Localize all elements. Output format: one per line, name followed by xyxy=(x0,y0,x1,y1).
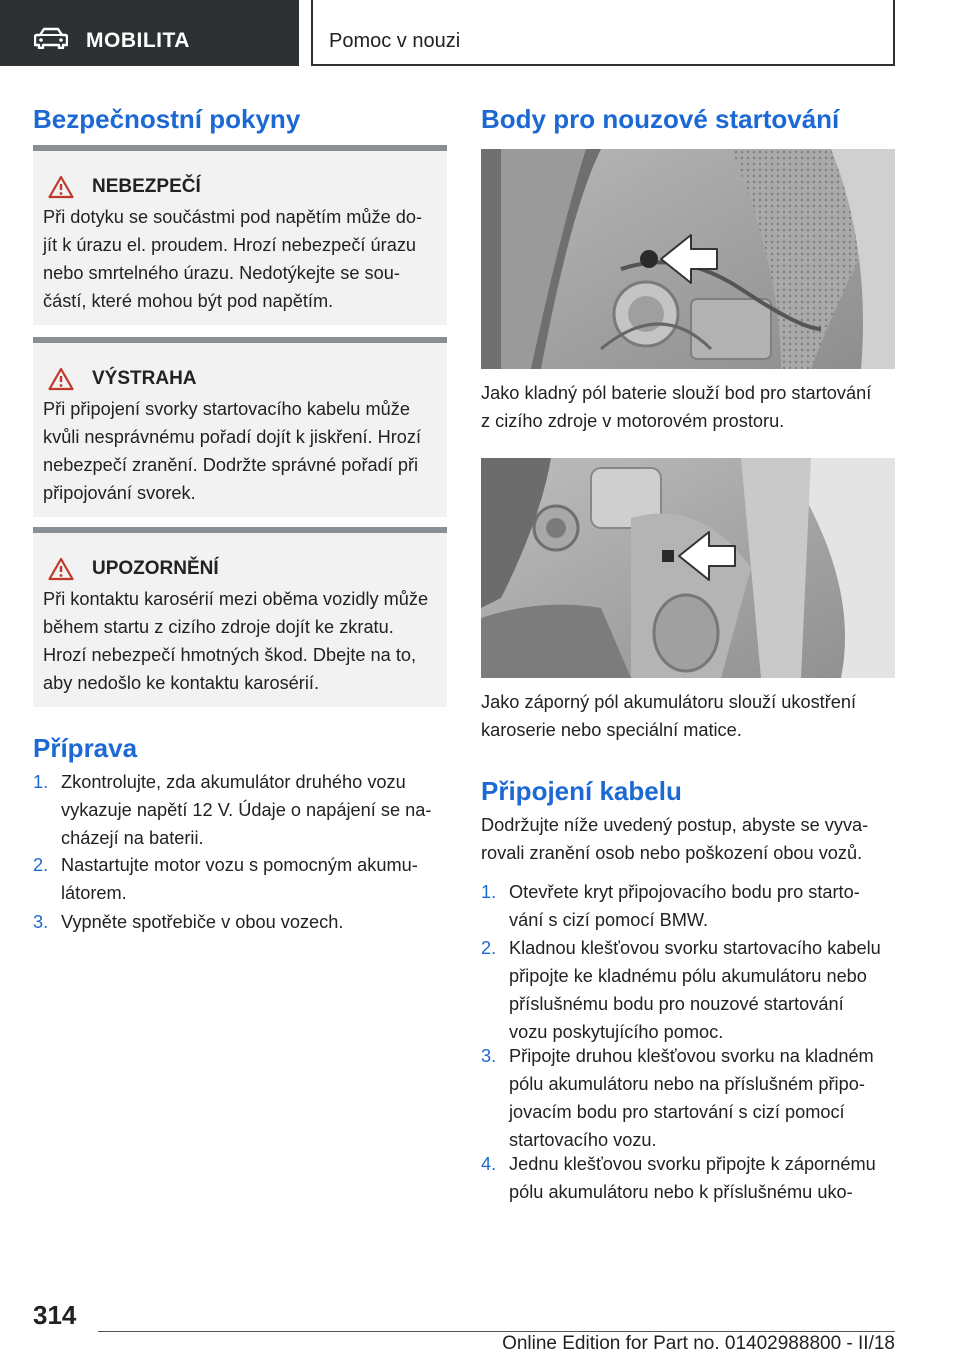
page-number: 314 xyxy=(33,1300,77,1330)
step-number: 3. xyxy=(481,1046,497,1066)
cable-title: Připojení kabelu xyxy=(481,776,682,806)
edition-note: Online Edition for Part no. 01402988800 - II/18 xyxy=(502,1333,895,1354)
warning-icon xyxy=(48,175,74,199)
section-name: MOBILITA xyxy=(86,29,190,52)
step-text: Kladnou klešťovou svorku startovacího kabelu připojte ke kladnému pólu akumulátoru nebo příslušnému bodu pro nouzové startování vozu poskytujícího pomoc. xyxy=(509,938,881,1042)
step-text: Nastartujte motor vozu s pomocným akumu‐ látorem. xyxy=(61,855,418,903)
caution-label: UPOZORNĚNÍ xyxy=(92,558,219,579)
caution-box xyxy=(33,527,447,707)
prep-title: Příprava xyxy=(33,733,138,763)
step-text: Jednu klešťovou svorku připojte k zápornému pólu akumulátoru nebo k příslušnému uko‐ xyxy=(509,1154,876,1202)
step-text: Vypněte spotřebiče v obou vozech. xyxy=(61,912,344,932)
step-text: Otevřete kryt připojovacího bodu pro starto‐ vání s cizí pomocí BMW. xyxy=(509,882,860,930)
danger-label: NEBEZPEČÍ xyxy=(92,176,201,197)
step-number: 2. xyxy=(481,938,497,958)
step-text: Zkontrolujte, zda akumulátor druhého vozu vykazuje napětí 12 V. Údaje o napájení se na‐ cházejí na baterii. xyxy=(61,772,432,848)
car-icon xyxy=(34,27,68,49)
step-number: 1. xyxy=(33,772,49,792)
header-chapter-tab xyxy=(311,0,895,66)
warning-label: VÝSTRAHA xyxy=(92,368,197,389)
warning-box xyxy=(33,337,447,517)
engine-photo-positive xyxy=(481,149,895,369)
danger-text: Při dotyku se součástmi pod napětím může do‐ jít k úrazu el. proudem. Hrozí nebezpečí úrazu nebo smrtelného úrazu. Nedotýkejte se sou‐ částí, které mohou být pod napětím. xyxy=(43,207,423,311)
caution-text: Při kontaktu karosérií mezi oběma vozidly může během startu z cizího zdroje dojít ke zkratu. Hrozí nebezpečí hmotných škod. Dbejte na to, aby nedošlo ke kontaktu karosérií. xyxy=(43,589,429,693)
chapter-name: Pomoc v nouzi xyxy=(329,30,461,52)
step-number: 1. xyxy=(481,882,497,902)
points-title: Body pro nouzové startování xyxy=(481,104,840,134)
step-number: 3. xyxy=(33,912,49,932)
danger-box xyxy=(33,145,447,325)
step-text: Připojte druhou klešťovou svorku na kladném pólu akumulátoru nebo na příslušném připo‐ jovacím bodu pro startování s cizí pomocí startovacího vozu. xyxy=(509,1046,874,1150)
caption-positive: Jako kladný pól baterie slouží bod pro startování z cizího zdroje v motorovém prostoru. xyxy=(481,383,872,431)
footer-divider xyxy=(98,1331,895,1332)
warning-text: Při připojení svorky startovacího kabelu může kvůli nesprávnému pořadí dojít k jiskření. Hrozí nebezpečí zranění. Dodržte správné pořadí při připojování svorek. xyxy=(43,399,422,503)
step-number: 2. xyxy=(33,855,49,875)
header-section-tab xyxy=(0,0,299,66)
step-number: 4. xyxy=(481,1154,497,1174)
engine-photo-negative xyxy=(481,458,895,678)
caption-negative: Jako záporný pól akumulátoru slouží ukostření karoserie nebo speciální matice. xyxy=(481,692,857,740)
cable-intro: Dodržujte níže uvedený postup, abyste se vyva‐ rovali zranění osob nebo poškození obou vozů. xyxy=(481,815,869,863)
warning-icon xyxy=(48,367,74,391)
safety-title: Bezpečnostní pokyny xyxy=(33,104,301,134)
warning-icon xyxy=(48,557,74,581)
